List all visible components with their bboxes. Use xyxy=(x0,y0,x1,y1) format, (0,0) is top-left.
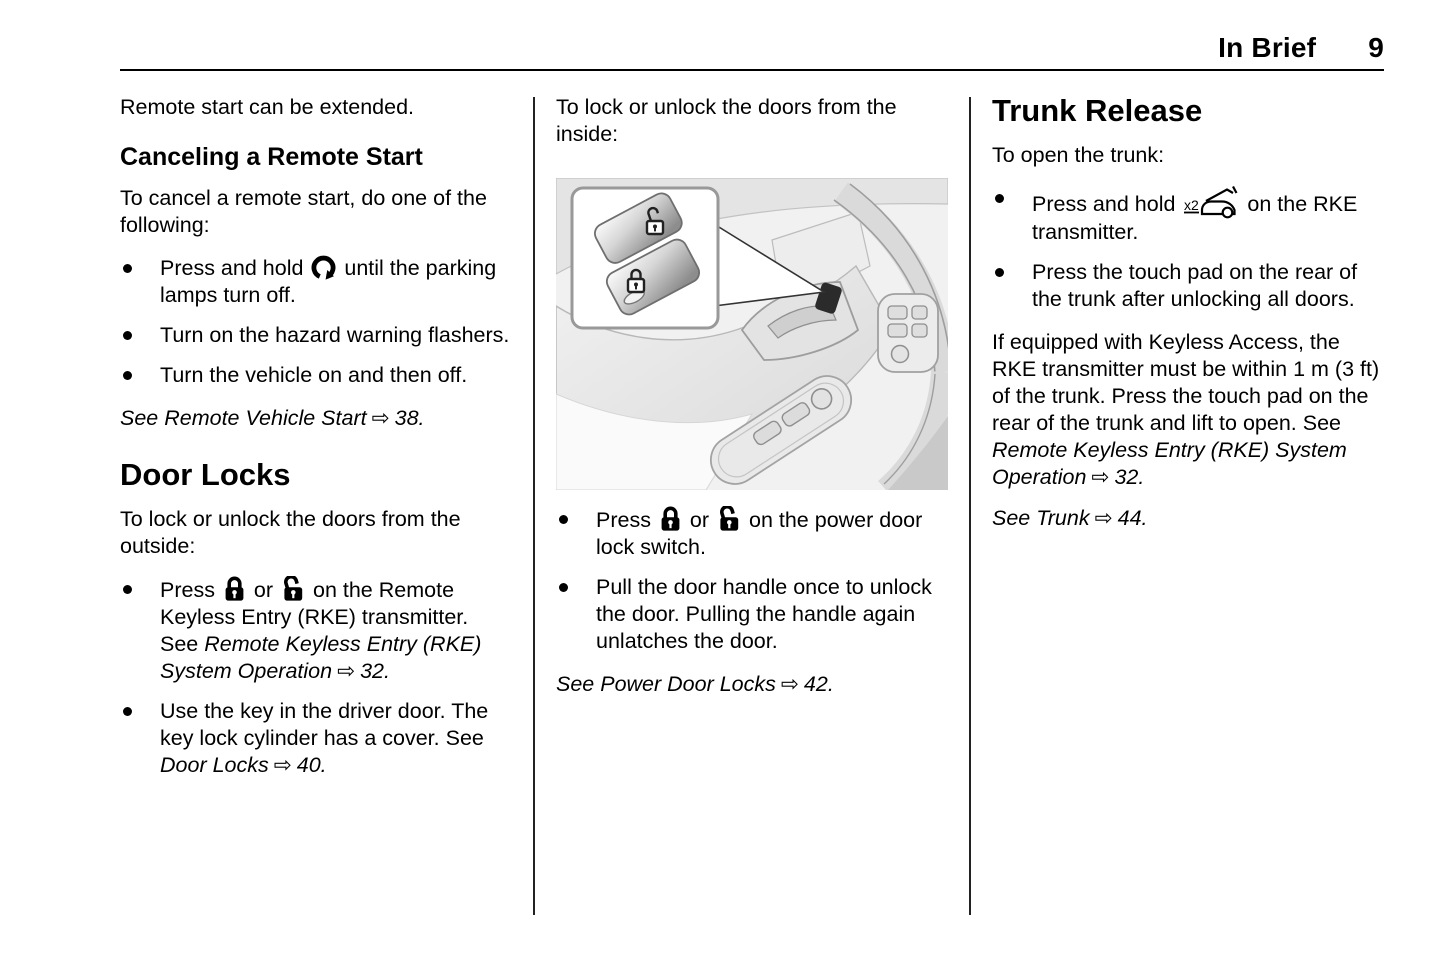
page-ref-arrow-icon: ⇨ xyxy=(273,753,292,777)
reference-page: 32. xyxy=(360,659,390,683)
text-segment: Press and hold xyxy=(160,256,310,280)
bullet-list xyxy=(992,185,1384,313)
list-item xyxy=(556,574,948,655)
list-item-text: Turn the vehicle on and then off. xyxy=(160,363,468,387)
running-header xyxy=(1218,32,1384,64)
list-item xyxy=(120,362,512,389)
paragraph: Remote start can be extended. xyxy=(120,95,415,119)
reference-page: 44. xyxy=(1117,506,1148,530)
list-item-text xyxy=(160,255,512,309)
text-segment: or xyxy=(683,508,716,532)
bullet-dot xyxy=(559,515,568,524)
text-segment: See xyxy=(992,506,1037,530)
page-ref-arrow-icon: ⇨ xyxy=(1094,506,1113,530)
bullet-list xyxy=(120,255,512,389)
reference-title: Remote Vehicle Start xyxy=(164,406,367,430)
list-item xyxy=(992,185,1384,246)
list-item-text: Press the touch pad on the rear of the trunk after unlocking all doors. xyxy=(1032,260,1358,311)
page-ref-arrow-icon: ⇨ xyxy=(780,672,799,696)
text-segment: See xyxy=(120,406,165,430)
list-item-text xyxy=(160,576,512,685)
reference-title: Door Locks xyxy=(160,753,269,777)
cross-reference xyxy=(556,671,948,698)
list-item xyxy=(556,506,948,561)
column-divider xyxy=(533,97,535,915)
text-segment: on the RKE transmitter. xyxy=(1032,192,1358,244)
list-item-text xyxy=(160,698,512,779)
list-item-text xyxy=(1032,185,1384,246)
list-item-text: Pull the door handle once to unlock the door. Pulling the handle again unlatches the door. xyxy=(596,575,932,653)
reference-page: 40. xyxy=(296,753,327,777)
list-item xyxy=(120,576,512,685)
text-segment: Press xyxy=(160,578,221,602)
list-item-text xyxy=(596,506,948,561)
paragraph: To cancel a remote start, do one of the following: xyxy=(120,186,487,237)
page-ref-arrow-icon: ⇨ xyxy=(1091,465,1110,489)
text-segment: until the parking lamps turn off. xyxy=(160,256,497,307)
list-item xyxy=(992,259,1384,313)
section-heading: Trunk Release xyxy=(992,93,1203,128)
bullet-dot xyxy=(995,268,1004,277)
section-heading: Door Locks xyxy=(120,457,291,492)
list-item xyxy=(120,698,512,779)
lock-icon xyxy=(659,506,682,532)
text-segment: or xyxy=(247,578,280,602)
bullet-list xyxy=(120,576,512,779)
header-rule xyxy=(120,69,1384,71)
list-item xyxy=(120,322,512,349)
paragraph: To lock or unlock the doors from the inside: xyxy=(556,95,897,146)
reference-page: 42. xyxy=(803,672,834,696)
paragraph xyxy=(992,329,1384,491)
bullet-dot xyxy=(123,264,132,273)
column-right xyxy=(992,88,1384,546)
reference-page: 32. xyxy=(1114,465,1145,489)
bullet-dot xyxy=(123,331,132,340)
lock-icon xyxy=(223,576,246,602)
reference-title: Remote Keyless Entry (RKE) System Operation xyxy=(992,438,1347,489)
list-item-text: Turn on the hazard warning flashers. xyxy=(160,323,510,347)
unlock-icon xyxy=(281,576,305,602)
paragraph: To lock or unlock the doors from the outside: xyxy=(120,507,461,558)
paragraph: To open the trunk: xyxy=(992,143,1165,167)
page-ref-arrow-icon: ⇨ xyxy=(337,659,356,683)
cross-reference xyxy=(992,505,1384,532)
text-segment: on the power door lock switch. xyxy=(596,508,923,559)
text-segment: Press xyxy=(596,508,657,532)
text-segment: Use the key in the driver door. The key lock cylinder has a cover. See xyxy=(160,699,489,750)
reference-title: Remote Keyless Entry (RKE) System Operation xyxy=(160,632,482,683)
door-interior-illustration xyxy=(556,178,948,490)
bullet-dot xyxy=(123,585,132,594)
trunk-release-x2-label: x2 xyxy=(1184,197,1200,213)
bullet-list xyxy=(556,506,948,655)
reference-title: Trunk xyxy=(1036,506,1090,530)
unlock-icon xyxy=(717,506,741,532)
text-segment: See xyxy=(556,672,601,696)
column-divider xyxy=(969,97,971,915)
text-segment: If equipped with Keyless Access, the RKE transmitter must be within 1 m (3 ft) of the trunk. Press the touch pad on the rear of the trunk and lift to open. See xyxy=(992,330,1380,435)
text-segment: Press and hold xyxy=(1032,192,1182,216)
page-number: 9 xyxy=(1368,32,1384,63)
text-segment: on the Remote Keyless Entry (RKE) transmitter. See xyxy=(160,578,469,656)
bullet-dot xyxy=(559,583,568,592)
reference-page: 38. xyxy=(394,406,425,430)
bullet-dot xyxy=(123,707,132,716)
section-heading: Canceling a Remote Start xyxy=(120,143,423,171)
reference-title: Power Door Locks xyxy=(600,672,776,696)
cross-reference xyxy=(120,405,512,432)
column-left xyxy=(120,88,512,795)
remote-start-icon xyxy=(311,255,336,280)
bullet-dot xyxy=(995,194,1004,203)
bullet-dot xyxy=(123,371,132,380)
trunk-release-icon xyxy=(1183,185,1239,219)
page-title: In Brief xyxy=(1218,32,1317,63)
list-item xyxy=(120,255,512,309)
column-middle xyxy=(556,88,948,712)
page-ref-arrow-icon: ⇨ xyxy=(371,406,390,430)
